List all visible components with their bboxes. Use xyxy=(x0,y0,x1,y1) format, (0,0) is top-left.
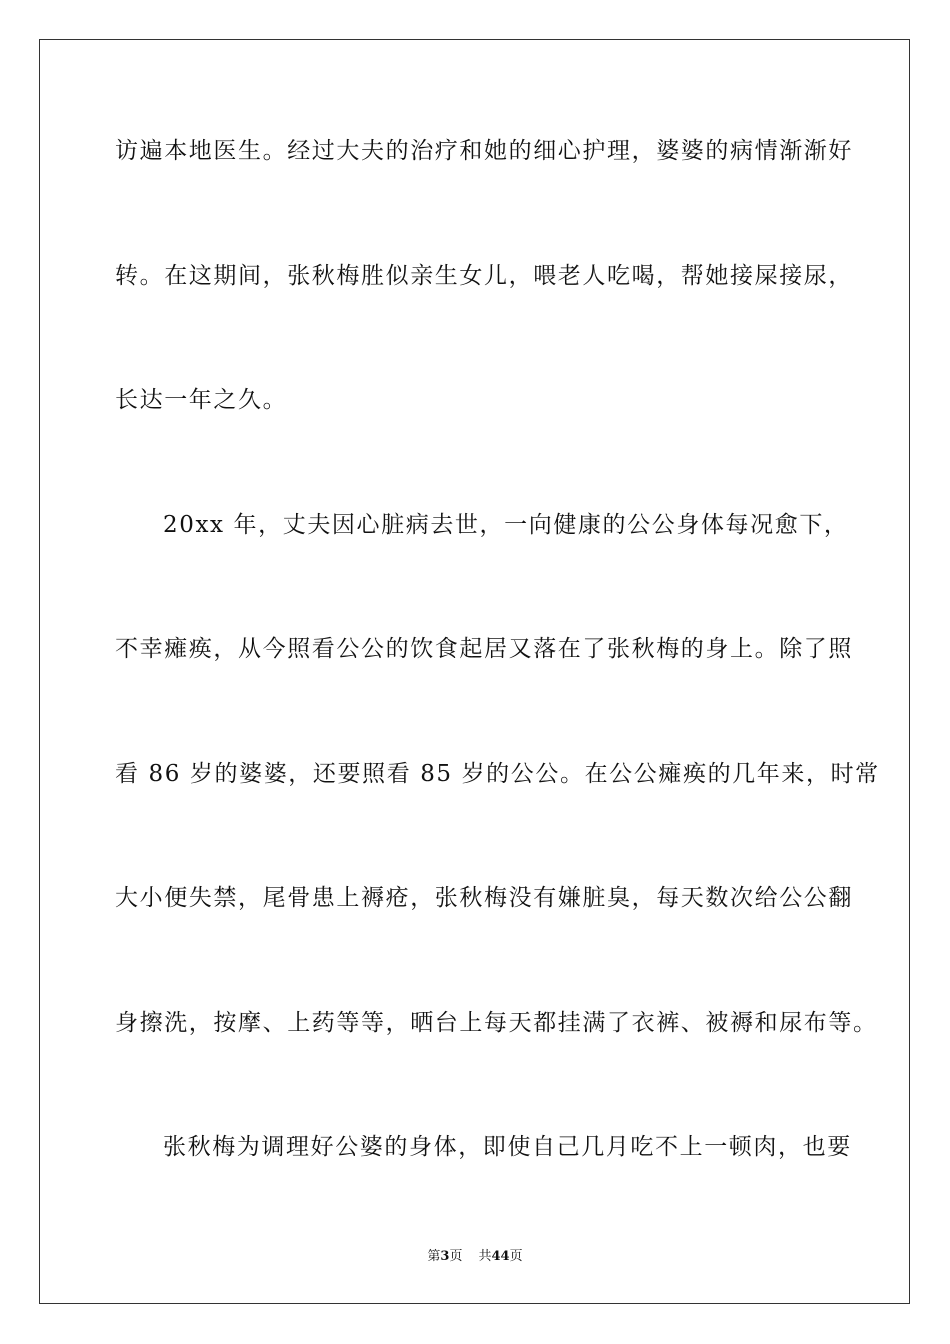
text-line-8: 身擦洗，按摩、上药等等，晒台上每天都挂满了衣裤、被褥和尿布等。 xyxy=(115,1010,878,1036)
page-footer xyxy=(0,1248,950,1266)
footer-page-prefix: 第 xyxy=(427,1249,441,1264)
text-line-7: 大小便失禁，尾骨患上褥疮，张秋梅没有嫌脏臭，每天数次给公公翻 xyxy=(115,885,853,911)
text-line-4: 20xx 年，丈夫因心脏病去世，一向健康的公公身体每况愈下， xyxy=(163,512,849,538)
footer-total-prefix: 共 xyxy=(478,1249,492,1264)
page-frame xyxy=(39,39,910,1304)
footer-page-suffix: 页 xyxy=(449,1249,463,1264)
text-line-5: 不幸瘫痪，从今照看公公的饮食起居又落在了张秋梅的身上。除了照 xyxy=(115,636,853,662)
footer-page-number: 3 xyxy=(440,1249,450,1264)
footer-total-pages: 44 xyxy=(491,1249,510,1264)
footer-total-suffix: 页 xyxy=(509,1249,523,1264)
text-line-3: 长达一年之久。 xyxy=(115,387,288,413)
text-line-6: 看 86 岁的婆婆，还要照看 85 岁的公公。在公公瘫痪的几年来，时常 xyxy=(115,761,880,787)
text-line-1: 访遍本地医生。经过大夫的治疗和她的细心护理，婆婆的病情渐渐好 xyxy=(115,138,853,164)
text-line-9: 张秋梅为调理好公婆的身体，即使自己几月吃不上一顿肉，也要 xyxy=(163,1134,852,1160)
text-line-2: 转。在这期间，张秋梅胜似亲生女儿，喂老人吃喝，帮她接屎接尿， xyxy=(115,263,853,289)
